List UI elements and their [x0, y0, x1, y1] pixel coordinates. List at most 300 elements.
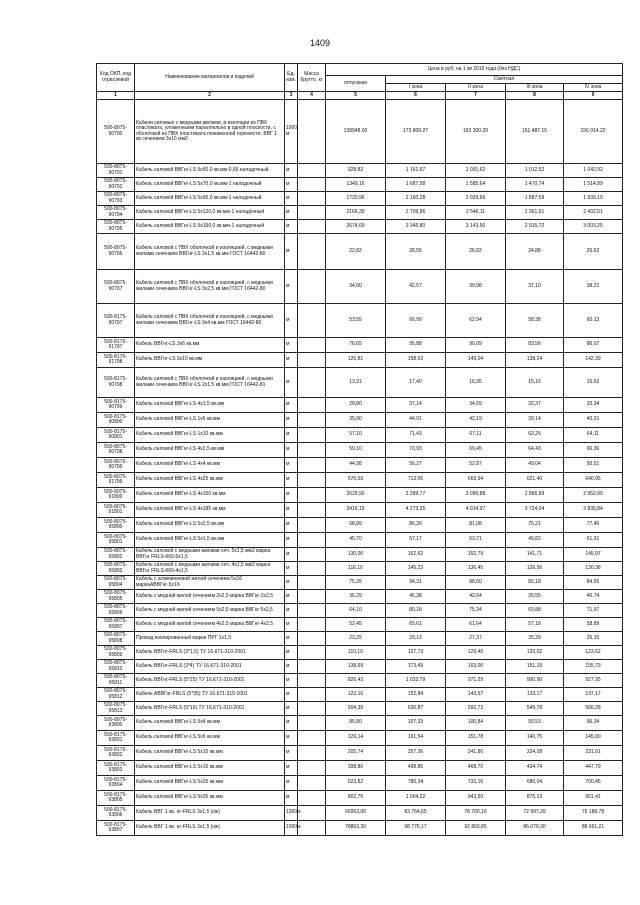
- price-otpusk: 504,39: [326, 702, 386, 716]
- unit: м: [285, 338, 298, 353]
- mass: [298, 548, 326, 562]
- table-body: [97, 100, 623, 836]
- price-otpusk: 22,82: [326, 234, 386, 270]
- price-zone-1: 37,14: [386, 398, 446, 413]
- price-zone-1: 498,86: [386, 761, 446, 776]
- price-zone-3: 3 724,04: [506, 503, 564, 518]
- price-otpusk: 138948.00: [326, 100, 386, 164]
- table-row: [97, 304, 623, 338]
- price-zone-4: 1 514,89: [564, 178, 623, 192]
- price-zone-2: 3 090,88: [446, 488, 506, 503]
- price-zone-2: 733,16: [446, 776, 506, 791]
- mass: [298, 368, 326, 398]
- table-row: [97, 731, 623, 746]
- mass: [298, 746, 326, 761]
- item-name: Кабель силовой ВВГнг-LS 4х1,5 кв.мм: [135, 398, 285, 413]
- price-zone-4: 26,15: [564, 632, 623, 646]
- table-row: [97, 443, 623, 458]
- price-zone-1: 630,87: [386, 702, 446, 716]
- okp-code: 500-8175-93804: [97, 776, 135, 791]
- price-zone-1: 162,62: [386, 548, 446, 562]
- mass: [298, 220, 326, 234]
- okp-code: 500-8075-90792: [97, 178, 135, 192]
- price-zone-3: 151,19: [506, 660, 564, 674]
- price-otpusk: 64,10: [326, 604, 386, 618]
- price-otpusk: 34,00: [326, 270, 386, 304]
- item-name: Кабель силовой ВВГнг-LS 5х4 кв.мм: [135, 716, 285, 731]
- unit: м: [285, 488, 298, 503]
- table-row: [97, 100, 623, 164]
- okp-code: 500-8175-91798: [97, 353, 135, 368]
- price-otpusk: 126,81: [326, 353, 386, 368]
- price-zone-4: 64,11: [564, 428, 623, 443]
- price-zone-4: 2 952,90: [564, 488, 623, 503]
- price-otpusk: 138,69: [326, 660, 386, 674]
- table-row: [97, 660, 623, 674]
- item-name: Кабель силовой ВВГнг-LS 4х2,5 кв.мм: [135, 443, 285, 458]
- mass: [298, 821, 326, 836]
- price-zone-3: 680,04: [506, 776, 564, 791]
- price-zone-4: 901,41: [564, 791, 623, 806]
- price-otpusk: 53,55: [326, 304, 386, 338]
- price-zone-1: 29,13: [386, 632, 446, 646]
- unit: м: [285, 518, 298, 533]
- unit: м: [285, 206, 298, 220]
- price-zone-3: 75,21: [506, 518, 564, 533]
- mass: [298, 688, 326, 702]
- item-name: Кабель с алюминиевой жилой сечением 5х16 маркаАВВГнг-5х16: [135, 576, 285, 590]
- price-zone-2: 971,29: [446, 674, 506, 688]
- item-name: Кабель ВВГнг-FRLS (5*25) ТУ 16.К71-310-2001: [135, 674, 285, 688]
- price-zone-3: 86 079,30: [506, 821, 564, 836]
- price-zone-4: 155,73: [564, 660, 623, 674]
- unit: м: [285, 503, 298, 518]
- price-zone-2: 90,09: [446, 338, 506, 353]
- item-name: Кабель силовой ВВГнг-LS 5х2,5 кв.мм: [135, 518, 285, 533]
- price-zone-4: 88 661,21: [564, 821, 623, 836]
- price-otpusk: 2629,90: [326, 488, 386, 503]
- price-zone-4: 927,95: [564, 674, 623, 688]
- price-zone-4: 50,51: [564, 458, 623, 473]
- price-otpusk: 13,91: [326, 368, 386, 398]
- okp-code: 500-8075-95808: [97, 632, 135, 646]
- unit: м: [285, 443, 298, 458]
- price-otpusk: 928,82: [326, 164, 386, 178]
- mass: [298, 443, 326, 458]
- price-zone-1: 98 776,17: [386, 821, 446, 836]
- mass: [298, 806, 326, 821]
- table-row: [97, 270, 623, 304]
- price-zone-3: 49,04: [506, 458, 564, 473]
- okp-code: 500-8175-90801: [97, 428, 135, 443]
- unit: м: [285, 220, 298, 234]
- okp-code: 500-8175-93801: [97, 731, 135, 746]
- mass: [298, 731, 326, 746]
- price-otpusk: 52,45: [326, 618, 386, 632]
- unit: м: [285, 192, 298, 206]
- okp-code: 500-8075-90798: [97, 443, 135, 458]
- price-zone-4: 145,00: [564, 731, 623, 746]
- price-otpusk: 29,80: [326, 398, 386, 413]
- mass: [298, 178, 326, 192]
- header-otpusk: отпускная: [326, 76, 386, 92]
- price-zone-3: 37,10: [506, 270, 564, 304]
- price-zone-3: 1 887,59: [506, 192, 564, 206]
- okp-code: 500-8075-95804: [97, 576, 135, 590]
- item-name: Кабель АВВГнг-FRLS (5*35) ТУ 16.К71-310-2001: [135, 688, 285, 702]
- price-zone-1: 152,84: [386, 688, 446, 702]
- unit: м: [285, 533, 298, 548]
- price-zone-3: 151 487.15: [506, 100, 564, 164]
- okp-code: 500-8075-91801: [97, 503, 135, 518]
- col-number: 4: [298, 92, 326, 100]
- price-zone-4: 40,31: [564, 413, 623, 428]
- okp-code: 500-8075-90799: [97, 458, 135, 473]
- item-name: Кабель ВВГнг-LS 3х6 кв.мм: [135, 338, 285, 353]
- item-name: Кабель силовой ВВГнг-LS 5х50,0 кв.мм-0,66 наладочный: [135, 164, 285, 178]
- unit: м: [285, 688, 298, 702]
- price-zone-1: 65,61: [386, 618, 446, 632]
- page-number: 1409: [309, 38, 331, 48]
- price-zone-3: 1 470,74: [506, 178, 564, 192]
- item-name: Кабель силовой ВВГнг-LS 5х150,0 кв.мм-1 наладочный: [135, 220, 285, 234]
- price-zone-3: 93,53: [506, 716, 564, 731]
- okp-code: 500-8075-95807: [97, 618, 135, 632]
- item-name: Кабель с медной жилой сечением 4х2,5 марка ВВГнг-4х2,5: [135, 618, 285, 632]
- item-name: Кабель ВВГнг-LS 3х10 кв.мм: [135, 353, 285, 368]
- mass: [298, 518, 326, 533]
- price-otpusk: 76,65: [326, 338, 386, 353]
- table-row: [97, 458, 623, 473]
- price-zone-4: 75 188,78: [564, 806, 623, 821]
- price-zone-2: 16,35: [446, 368, 506, 398]
- unit: м: [285, 646, 298, 660]
- price-zone-2: 75,34: [446, 604, 506, 618]
- price-zone-1: 173,49: [386, 660, 446, 674]
- col-number: 6: [386, 92, 446, 100]
- okp-code: 500-8175-90799: [97, 398, 135, 413]
- item-name: Кабель силовой с ПВХ оболочкой и изоляцией, с медными жилами сечением ВВГнг-LS 3х4 кв.мм ГОСТ 16442-80: [135, 304, 285, 338]
- price-zone-3: 39,55: [506, 590, 564, 604]
- price-zone-2: 943,50: [446, 791, 506, 806]
- table-row: [97, 368, 623, 398]
- unit: м: [285, 368, 298, 398]
- unit: м: [285, 398, 298, 413]
- price-zone-3: 140,75: [506, 731, 564, 746]
- item-name: Кабели силовые с медными жилами, в изоляции из ПВХ пластиката, уложенными параллельно в одной плоскости, с оболочкой из ПВХ пластиката пониженной горючести. ВВГ 1 кв сечением 3х16 мм2: [135, 100, 285, 164]
- price-otpusk: 623,82: [326, 776, 386, 791]
- table-row: [97, 806, 623, 821]
- price-zone-1: 1 033,79: [386, 674, 446, 688]
- price-otpusk: 78863,30: [326, 821, 386, 836]
- price-zone-1: 95,88: [386, 338, 446, 353]
- price-zone-3: 120,02: [506, 646, 564, 660]
- price-zone-2: 27,37: [446, 632, 506, 646]
- unit: м: [285, 632, 298, 646]
- price-otpusk: 75,39: [326, 576, 386, 590]
- unit: м: [285, 761, 298, 776]
- price-zone-3: 2 866,89: [506, 488, 564, 503]
- price-zone-1: 1 687,58: [386, 178, 446, 192]
- okp-code: 500-8175-90797: [97, 304, 135, 338]
- okp-code: 500-8175-93803: [97, 761, 135, 776]
- price-zone-4: 66,36: [564, 443, 623, 458]
- table-row: [97, 562, 623, 576]
- header-name: Наименование материалов и изделий: [135, 64, 285, 92]
- price-zone-4: 130,38: [564, 562, 623, 576]
- price-zone-1: 3 289,77: [386, 488, 446, 503]
- price-zone-1: 94,31: [386, 576, 446, 590]
- price-otpusk: 1720,96: [326, 192, 386, 206]
- price-zone-3: 434,74: [506, 761, 564, 776]
- price-zone-3: 62,25: [506, 428, 564, 443]
- mass: [298, 428, 326, 443]
- item-name: Кабель силовой ВВГнг-LS 4х185 кв.мм: [135, 503, 285, 518]
- price-zone-2: 2 546,11: [446, 206, 506, 220]
- price-zone-2: 1 091,62: [446, 164, 506, 178]
- okp-code: 500-8175-91797: [97, 338, 135, 353]
- mass: [298, 398, 326, 413]
- okp-code: 500-8075-95813: [97, 702, 135, 716]
- price-zone-2: 88,60: [446, 576, 506, 590]
- price-zone-2: 92 803,85: [446, 821, 506, 836]
- unit: м: [285, 576, 298, 590]
- item-name: Кабель силовой с медными жилами сеч. 4х1,5 мм2 марка ВВГнг FRLS-660-4х1,5: [135, 562, 285, 576]
- unit: м: [285, 791, 298, 806]
- unit: м: [285, 604, 298, 618]
- price-zone-1: 257,36: [386, 746, 446, 761]
- price-zone-2: 1 585,64: [446, 178, 506, 192]
- item-name: Кабель ВВГнг-FRLS (3*1,5) ТУ 16.К71-310-2001: [135, 646, 285, 660]
- price-zone-2: 143,57: [446, 688, 506, 702]
- item-name: Кабель силовой ВВГнг-LS 5х16 кв.мм: [135, 761, 285, 776]
- price-zone-3: 82,18: [506, 576, 564, 590]
- item-name: Кабель силовой ВВГнг-LS 5х1,5 кв.мм: [135, 533, 285, 548]
- mass: [298, 646, 326, 660]
- mass: [298, 473, 326, 488]
- price-zone-4: 96,34: [564, 716, 623, 731]
- item-name: Кабель силовой ВВГнг-LS 5х25 кв.мм: [135, 776, 285, 791]
- price-zone-3: 141,71: [506, 548, 564, 562]
- price-zone-4: 640,05: [564, 473, 623, 488]
- table-row: [97, 488, 623, 503]
- item-name: Кабель силовой с медными жилами сеч. 5х1,5 мм2 марка ВВГнг FRLS-660-5х1,5: [135, 548, 285, 562]
- item-name: Кабель силовой с ПВХ оболочкой и изоляцией, с медными жилами сечением ВВГнг-LS 2х1,5 кв.мм ГОСТ 16442-81: [135, 368, 285, 398]
- price-otpusk: 44,98: [326, 458, 386, 473]
- unit: м: [285, 660, 298, 674]
- table-row: [97, 776, 623, 791]
- unit: м: [285, 164, 298, 178]
- item-name: Кабель силовой ВВГнг-LS 5х10 кв.мм: [135, 746, 285, 761]
- unit: м: [285, 548, 298, 562]
- mass: [298, 164, 326, 178]
- table-row: [97, 791, 623, 806]
- price-zone-2: 136,45: [446, 562, 506, 576]
- mass: [298, 590, 326, 604]
- item-name: Кабель ВВГнг-FRLS (5*16) ТУ 16.К71-310-2001: [135, 702, 285, 716]
- col-number: 8: [506, 92, 564, 100]
- price-zone-2: 3 143,50: [446, 220, 506, 234]
- table-row: [97, 688, 623, 702]
- price-otpusk: 85,80: [326, 716, 386, 731]
- price-zone-3: 126,56: [506, 562, 564, 576]
- price-zone-2: 26,82: [446, 234, 506, 270]
- price-zone-2: 669,94: [446, 473, 506, 488]
- item-name: Кабель силовой ВВГнг-LS 4х4 кв.мм: [135, 458, 285, 473]
- price-zone-3: 224,28: [506, 746, 564, 761]
- price-zone-2: 592,73: [446, 702, 506, 716]
- price-zone-4: 700,45: [564, 776, 623, 791]
- item-name: Провод изолированный марки ПРГ 1х1,5: [135, 632, 285, 646]
- header-mass: Масса брутто, кг: [298, 64, 326, 92]
- item-name: Кабель силовой с ПВХ оболочкой и изоляцией, с медными жилами сечением ВВГнг-LS 3х2,5 кв.мм ГОСТ 16442-80: [135, 270, 285, 304]
- price-zone-2: 241,80: [446, 746, 506, 761]
- col-number: 3: [285, 92, 298, 100]
- price-otpusk: 116,10: [326, 562, 386, 576]
- okp-code: 500-8175-93806: [97, 806, 135, 821]
- price-zone-2: 100,84: [446, 716, 506, 731]
- price-zone-1: 83 764,65: [386, 806, 446, 821]
- okp-code: 500-8075-90790: [97, 100, 135, 164]
- unit: м: [285, 716, 298, 731]
- okp-code: 500-8075-91800: [97, 488, 135, 503]
- price-otpusk: 2674,69: [326, 220, 386, 234]
- price-zone-1: 161,54: [386, 731, 446, 746]
- unit: м: [285, 458, 298, 473]
- col-number: 1: [97, 92, 135, 100]
- header-smetnaya: Сметная: [386, 76, 623, 84]
- price-otpusk: 129,14: [326, 731, 386, 746]
- table-row: [97, 353, 623, 368]
- price-zone-3: 72 997,39: [506, 806, 564, 821]
- price-zone-4: 86,07: [564, 338, 623, 353]
- mass: [298, 674, 326, 688]
- item-name: Кабель силовой ВВГнг-LS 5х70,0 кв.мм-1 наладочный: [135, 178, 285, 192]
- price-zone-4: 25,62: [564, 234, 623, 270]
- price-zone-2: 61,64: [446, 618, 506, 632]
- price-zone-1: 45,38: [386, 590, 446, 604]
- okp-code: 500-8175-90800: [97, 413, 135, 428]
- price-zone-4: 15,62: [564, 368, 623, 398]
- okp-code: 500-8075-95803: [97, 562, 135, 576]
- col-number: 2: [135, 92, 285, 100]
- table-row: [97, 746, 623, 761]
- price-zone-1: 4 273,35: [386, 503, 446, 518]
- price-zone-2: 129,40: [446, 646, 506, 660]
- table-row: [97, 234, 623, 270]
- price-otpusk: 36,29: [326, 590, 386, 604]
- mass: [298, 270, 326, 304]
- price-otpusk: 59,10: [326, 443, 386, 458]
- okp-code: 500-8075-93800: [97, 716, 135, 731]
- table-row: [97, 618, 623, 632]
- price-zone-4: 77,46: [564, 518, 623, 533]
- price-zone-4: 33,34: [564, 398, 623, 413]
- price-zone-2: 468,70: [446, 761, 506, 776]
- item-name: Кабель ВВГ 1 кв. нг-FRLS 3х1,5 (ож): [135, 806, 285, 821]
- price-otpusk: 68,99: [326, 518, 386, 533]
- table-row: [97, 413, 623, 428]
- price-zone-1: 86,30: [386, 518, 446, 533]
- price-zone-2: 152,79: [446, 548, 506, 562]
- price-zone-4: 58,89: [564, 618, 623, 632]
- unit: м: [285, 473, 298, 488]
- okp-code: 500-8075-90795: [97, 220, 135, 234]
- price-zone-1: 56,27: [386, 458, 446, 473]
- table-row: [97, 178, 623, 192]
- price-zone-2: 151,78: [446, 731, 506, 746]
- price-zone-1: 1 004,22: [386, 791, 446, 806]
- price-zone-1: 57,17: [386, 533, 446, 548]
- price-otpusk: 130,00: [326, 548, 386, 562]
- price-zone-2: 2 029,66: [446, 192, 506, 206]
- price-otpusk: 3416,19: [326, 503, 386, 518]
- mass: [298, 632, 326, 646]
- item-name: Кабель силовой с ПВХ оболочкой и изоляцией, с медными жилами сечением ВВГнг-LS 3х1,5 кв.мм ГОСТ 16442-80: [135, 234, 285, 270]
- price-zone-2: 163 300.20: [446, 100, 506, 164]
- item-name: Кабель силовой ВВГнг-LS 4х25 кв.мм: [135, 473, 285, 488]
- price-table: [96, 63, 623, 836]
- price-otpusk: 110,10: [326, 646, 386, 660]
- price-zone-1: 71,43: [386, 428, 446, 443]
- unit: м: [285, 590, 298, 604]
- price-zone-1: 137,73: [386, 646, 446, 660]
- price-zone-3: 15,16: [506, 368, 564, 398]
- col-number: 9: [564, 92, 623, 100]
- header-zone-3: III зона: [506, 84, 564, 92]
- okp-code: 500-8075-91799: [97, 473, 135, 488]
- price-zone-2: 163,00: [446, 660, 506, 674]
- table-row: [97, 548, 623, 562]
- unit: м: [285, 731, 298, 746]
- price-zone-3: 2 361,61: [506, 206, 564, 220]
- mass: [298, 562, 326, 576]
- unit: м: [285, 304, 298, 338]
- price-otpusk: 45,70: [326, 533, 386, 548]
- okp-code: 500-8075-95810: [97, 660, 135, 674]
- price-zone-4: 156 014.22: [564, 100, 623, 164]
- mass: [298, 100, 326, 164]
- table-row: [97, 473, 623, 488]
- price-zone-4: 60,13: [564, 304, 623, 338]
- price-zone-2: 4 014,97: [446, 503, 506, 518]
- table-row: [97, 220, 623, 234]
- item-name: Кабель силовой ВВГнг-LS 5х6 кв.мм: [135, 731, 285, 746]
- price-zone-4: 1 042,92: [564, 164, 623, 178]
- price-zone-1: 17,40: [386, 368, 446, 398]
- price-zone-3: 2 915,72: [506, 220, 564, 234]
- okp-code: 500-8175-90798: [97, 368, 135, 398]
- price-otpusk: 398,80: [326, 761, 386, 776]
- price-zone-3: 875,13: [506, 791, 564, 806]
- table-row: [97, 503, 623, 518]
- okp-code: 500-8075-90791: [97, 164, 135, 178]
- unit: м: [285, 618, 298, 632]
- price-zone-2: 53,71: [446, 533, 506, 548]
- price-zone-2: 69,45: [446, 443, 506, 458]
- price-otpusk: 1349,16: [326, 178, 386, 192]
- item-name: Кабель ВВГнг-FRLS (3*4) ТУ 16.К71-310-2001: [135, 660, 285, 674]
- price-otpusk: 66963,00: [326, 806, 386, 821]
- unit: м: [285, 178, 298, 192]
- price-zone-3: 133,17: [506, 688, 564, 702]
- price-zone-1: 28,55: [386, 234, 446, 270]
- mass: [298, 234, 326, 270]
- table-row: [97, 674, 623, 688]
- price-zone-3: 24,88: [506, 234, 564, 270]
- mass: [298, 660, 326, 674]
- mass: [298, 503, 326, 518]
